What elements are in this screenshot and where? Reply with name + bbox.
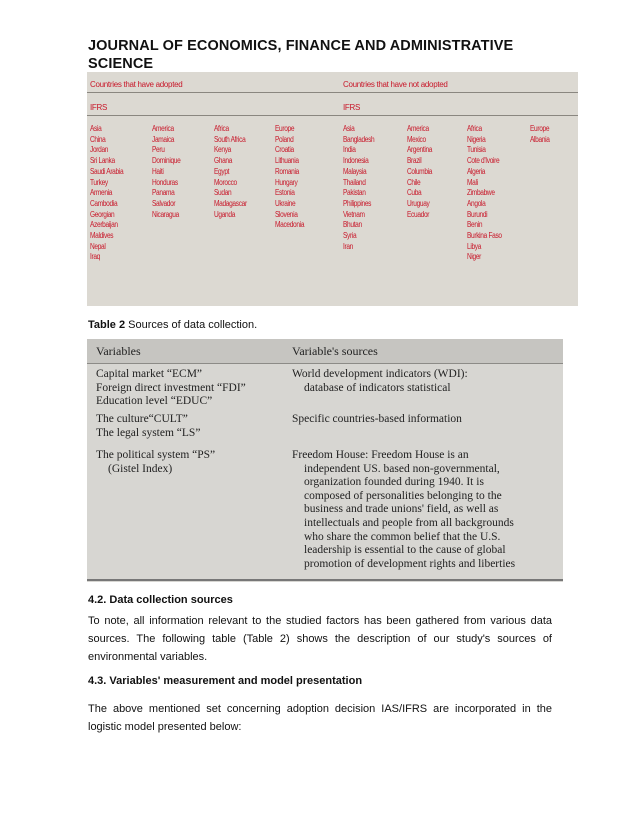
- ifrs-label-not-adopted: IFRS: [343, 103, 361, 112]
- list-item: Hungary: [275, 177, 298, 187]
- list-item: Romania: [275, 166, 299, 176]
- list-item: Iran: [343, 241, 353, 251]
- list-item: Europe: [530, 124, 550, 133]
- list-item: Nigeria: [467, 134, 486, 144]
- row1-variables: [96, 368, 246, 409]
- table1-rule-top: [87, 92, 578, 93]
- list-item: Foreign direct investment “FDI”: [96, 381, 246, 394]
- list-item: The culture“CULT”: [96, 413, 188, 425]
- list-item: who share the common belief that the U.S.: [304, 530, 501, 543]
- list-item: Angola: [467, 198, 486, 208]
- list-item: Vietnam: [343, 209, 365, 219]
- list-item: composed of personalities belonging to the: [304, 489, 502, 502]
- list-item: Saudi Arabia: [90, 166, 124, 176]
- list-item: Zimbabwe: [467, 188, 495, 198]
- list-item: America: [152, 124, 174, 133]
- list-item: Freedom House: Freedom House is an: [292, 449, 469, 461]
- list-item: Libya: [467, 241, 482, 251]
- list-item: Armenia: [90, 188, 113, 198]
- list-item: Argentina: [407, 145, 433, 155]
- list-item: Capital market “ECM”: [96, 368, 203, 380]
- list-item: Burkina Faso: [467, 231, 502, 241]
- section-4-3-paragraph: The above mentioned set concerning adoption decision IAS/IFRS are incorporated in the logistic model presented below:: [88, 703, 552, 733]
- table2-bottom-rule: [87, 579, 563, 581]
- list-item: Cote d'Ivoire: [467, 156, 500, 166]
- list-item: Africa: [214, 124, 229, 133]
- row2-variables: [96, 413, 200, 440]
- not-adopted-header: Countries that have not adopted: [343, 80, 448, 89]
- list-item: Chile: [407, 177, 421, 187]
- list-item: Haiti: [152, 166, 164, 176]
- list-item: The legal system “LS”: [96, 426, 201, 439]
- list-item: business and trade unions' field, as well as: [304, 503, 499, 516]
- not-adopted-col-europe: [530, 124, 550, 145]
- list-item: leadership is essential to the cause of global: [304, 544, 506, 557]
- list-item: South Africa: [214, 134, 246, 144]
- not-adopted-col-america: [407, 124, 432, 220]
- caption-label: Table 2: [88, 319, 126, 331]
- list-item: Azerbaijan: [90, 220, 118, 230]
- list-item: Jordan: [90, 145, 109, 155]
- list-item: Madagascar: [214, 198, 247, 208]
- list-item: Salvador: [152, 198, 176, 208]
- list-item: Niger: [467, 252, 482, 262]
- list-item: Sri Lanka: [90, 156, 115, 166]
- list-item: Turkey: [90, 177, 108, 187]
- list-item: Thailand: [343, 177, 366, 187]
- list-item: Uruguay: [407, 198, 430, 208]
- list-item: Ghana: [214, 156, 233, 166]
- section-4-2-paragraph: To note, all information relevant to the studied factors has been gathered from various data sources. The following table (Table 2) shows the description of our study's sources of environmental variables.: [88, 615, 552, 663]
- adopted-col-africa: [214, 124, 247, 220]
- list-item: Iraq: [90, 252, 100, 262]
- list-item: intellectuals and people from all backgrounds: [304, 516, 514, 529]
- list-item: Peru: [152, 145, 165, 155]
- list-item: America: [407, 124, 429, 133]
- list-item: independent US. based non-governmental,: [304, 462, 500, 475]
- row1-sources: [292, 368, 468, 395]
- section-4-3-title: 4.3. Variables' measurement and model presentation: [88, 675, 363, 687]
- list-item: Asia: [90, 124, 102, 133]
- list-item: Cuba: [407, 188, 422, 198]
- list-item: Lithuania: [275, 156, 299, 166]
- list-item: promotion of development rights and liberties: [304, 557, 516, 570]
- journal-title-line1: JOURNAL OF ECONOMICS, FINANCE AND ADMINISTRATIVE: [88, 38, 514, 54]
- list-item: Mali: [467, 177, 478, 187]
- list-item: Education level “EDUC”: [96, 395, 213, 408]
- list-item: Slovenia: [275, 209, 298, 219]
- list-item: Panama: [152, 188, 175, 198]
- list-item: Africa: [467, 124, 482, 133]
- list-item: (Gistel Index): [108, 462, 173, 475]
- table2-caption: [88, 319, 257, 331]
- table2-image: [87, 339, 563, 582]
- list-item: Egypt: [214, 166, 230, 176]
- list-item: Indonesia: [343, 156, 369, 166]
- list-item: World development indicators (WDI):: [292, 368, 468, 380]
- list-item: Burundi: [467, 209, 488, 219]
- list-item: Benin: [467, 220, 483, 230]
- caption-text: Sources of data collection.: [125, 319, 258, 331]
- list-item: The political system “PS”: [96, 449, 216, 461]
- journal-title-line2: SCIENCE: [88, 56, 154, 72]
- list-item: Poland: [275, 134, 294, 144]
- list-item: Albania: [530, 134, 550, 144]
- list-item: Sudan: [214, 188, 232, 198]
- list-item: Macedonia: [275, 220, 305, 230]
- list-item: Honduras: [152, 177, 178, 187]
- list-item: Bangladesh: [343, 134, 375, 144]
- table1-image: [87, 72, 578, 306]
- ifrs-label-adopted: IFRS: [90, 103, 108, 112]
- list-item: Brazil: [407, 156, 422, 166]
- list-item: Pakistan: [343, 188, 366, 198]
- list-item: Morocco: [214, 177, 237, 187]
- list-item: Algeria: [467, 166, 486, 176]
- row3-sources: [292, 449, 515, 571]
- list-item: Jamaica: [152, 134, 175, 144]
- table2-col-variables: Variables: [96, 344, 141, 358]
- section-4-2-title: 4.2. Data collection sources: [88, 594, 233, 606]
- list-item: Nicaragua: [152, 209, 179, 219]
- list-item: Georgian: [90, 209, 115, 219]
- list-item: Specific countries-based information: [292, 413, 462, 425]
- list-item: Syria: [343, 231, 357, 241]
- list-item: Kenya: [214, 145, 231, 155]
- list-item: Estonia: [275, 188, 295, 198]
- adopted-col-america: [152, 124, 180, 220]
- list-item: Dominique: [152, 156, 181, 166]
- list-item: Columbia: [407, 166, 433, 176]
- list-item: China: [90, 134, 106, 144]
- row3-variables: [96, 449, 215, 476]
- table2-col-sources: Variable's sources: [292, 344, 378, 358]
- row2-sources: [292, 413, 462, 427]
- table1-rule-mid: [87, 115, 578, 116]
- list-item: Philippines: [343, 198, 372, 208]
- list-item: Ecuador: [407, 209, 430, 219]
- list-item: Croatia: [275, 145, 294, 155]
- journal-header: [88, 37, 558, 73]
- list-item: India: [343, 145, 356, 155]
- list-item: Asia: [343, 124, 355, 133]
- list-item: Europe: [275, 124, 295, 133]
- adopted-col-asia: [90, 124, 123, 263]
- adopted-header: Countries that have adopted: [90, 80, 183, 89]
- not-adopted-col-africa: [467, 124, 502, 263]
- list-item: Uganda: [214, 209, 236, 219]
- list-item: Bhutan: [343, 220, 362, 230]
- list-item: organization founded during 1940. It is: [304, 476, 484, 489]
- list-item: Maldives: [90, 231, 114, 241]
- list-item: Tunisia: [467, 145, 486, 155]
- list-item: Malaysia: [343, 166, 367, 176]
- list-item: database of indicators statistical: [304, 381, 451, 394]
- list-item: Cambodia: [90, 198, 118, 208]
- not-adopted-col-asia: [343, 124, 374, 252]
- list-item: Mexico: [407, 134, 426, 144]
- adopted-col-europe: [275, 124, 304, 231]
- list-item: Nepal: [90, 241, 106, 251]
- list-item: Ukraine: [275, 198, 296, 208]
